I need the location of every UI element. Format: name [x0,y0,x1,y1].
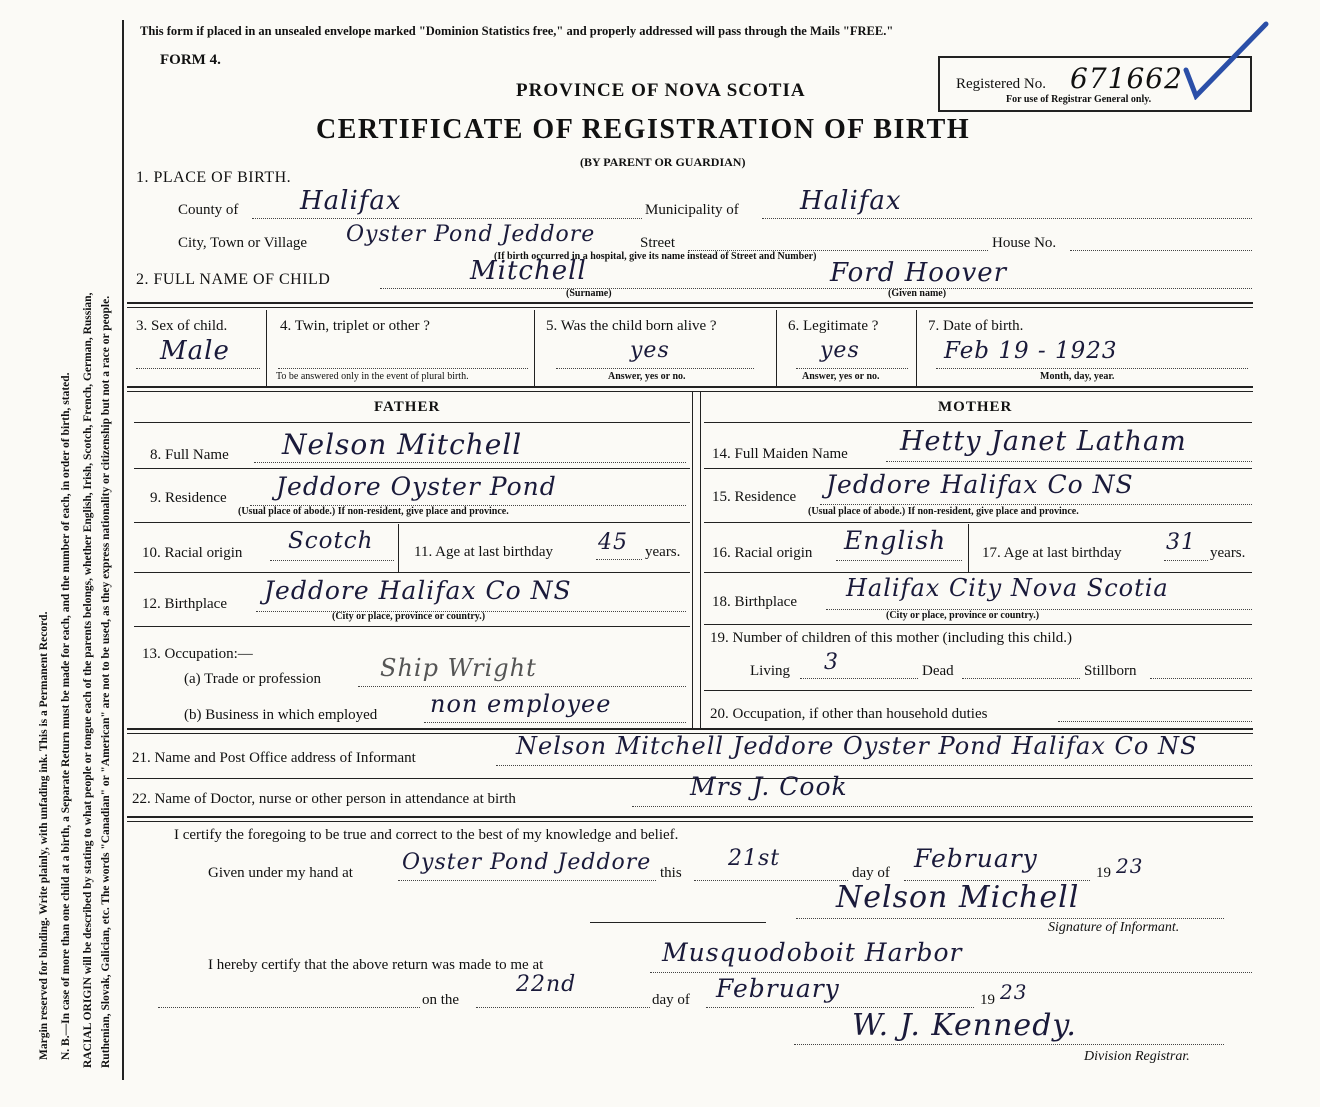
margin-note-4: Ruthenian, Slovak, Galician, etc. The words "Canadian" or "American" are not to be used, as they express nationality or citizenship but not a race or people. [100,295,112,1068]
stillborn-label: Stillborn [1084,663,1137,679]
mail-notice: This form if placed in an unsealed envelope marked "Dominion Statistics free," and properly addressed will pass through the Mails "FREE." [140,24,894,38]
mother-birthplace-note: (City or place, province or country.) [886,610,1040,621]
child-surname-value: Mitchell [470,256,587,286]
mother-residence-value: Jeddore Halifax Co NS [826,470,1134,499]
street-label: Street [640,235,675,251]
city-value: Oyster Pond Jeddore [346,222,596,247]
informant-label: 21. Name and Post Office address of Informant [132,750,416,766]
father-occupation-label: 13. Occupation:— [142,646,253,662]
cert-day-value: 21st [728,846,781,871]
mother-residence-label: 15. Residence [712,489,797,505]
cert-month-value: February [914,844,1038,873]
registrar-day-value: 22nd [516,972,577,997]
mother-name-value: Hetty Janet Latham [900,426,1187,457]
margin-note-1: Margin reserved for binding. Write plainly, with unfading ink. This is a Permanent Record. [38,611,50,1060]
registered-label: Registered No. [956,76,1046,92]
twin-note: To be answered only in the event of plural birth. [276,371,469,382]
doctor-value: Mrs J. Cook [690,772,848,801]
twin-label: 4. Twin, triplet or other ? [280,318,430,334]
child-name-label: 2. FULL NAME OF CHILD [136,271,331,288]
alive-caption: Answer, yes or no. [608,371,686,382]
mother-racial-value: English [844,526,947,555]
mother-birthplace-value: Halifax City Nova Scotia [846,574,1169,602]
father-age-value: 45 [598,530,628,555]
margin-border [122,20,124,1080]
father-name-value: Nelson Mitchell [282,428,523,461]
registrar-year-prefix: 19 [980,992,995,1008]
registrar-month-value: February [716,974,840,1003]
alive-value: yes [630,338,670,363]
margin-note-3: RACIAL ORIGIN will be described by stating to what people or tongue each of the parents belongs, whether English, Irish, Scotch, French, German, Russian, [82,292,94,1068]
father-birthplace-label: 12. Birthplace [142,596,227,612]
mother-name-label: 14. Full Maiden Name [712,446,848,462]
given-label: Given under my hand at [208,865,353,881]
mother-age-value: 31 [1166,530,1196,555]
registrar-day-label: day of [652,992,690,1008]
legit-label: 6. Legitimate ? [788,318,879,334]
county-label: County of [178,202,239,218]
father-birthplace-value: Jeddore Halifax Co NS [264,576,572,605]
registrar-place-value: Musquodoboit Harbor [662,938,963,967]
city-label: City, Town or Village [178,235,308,251]
registrar-on-label: on the [422,992,460,1008]
cert-year-value: 23 [1116,854,1144,878]
cert-year-prefix: 19 [1096,865,1111,881]
father-years-label: years. [645,544,681,560]
business-label: (b) Business in which employed [184,707,378,723]
dead-label: Dead [922,663,954,679]
trade-label: (a) Trade or profession [184,671,322,687]
registrar-statement: I hereby certify that the above return was made to me at [208,957,544,973]
doctor-label: 22. Name of Doctor, nurse or other person in attendance at birth [132,791,516,807]
house-label: House No. [992,235,1057,251]
father-age-label: 11. Age at last birthday [414,544,553,560]
alive-label: 5. Was the child born alive ? [546,318,717,334]
sex-label: 3. Sex of child. [136,318,228,334]
father-name-label: 8. Full Name [150,447,229,463]
mother-children-label: 19. Number of children of this mother (including this child.) [710,630,1073,646]
informant-value: Nelson Mitchell Jeddore Oyster Pond Halifax Co NS [516,732,1198,760]
father-residence-note: (Usual place of abode.) If non-resident, give place and province. [238,506,509,517]
form-number: FORM 4. [160,52,221,68]
living-value: 3 [824,650,839,675]
given-place-value: Oyster Pond Jeddore [402,850,652,875]
hospital-note: (If birth occurred in a hospital, give its name instead of Street and Number) [494,251,817,262]
father-racial-value: Scotch [288,528,374,554]
municipality-value: Halifax [800,186,902,216]
cert-day-label: day of [852,865,890,881]
business-value: non employee [430,690,612,718]
dob-value: Feb 19 - 1923 [944,338,1118,364]
mother-racial-label: 16. Racial origin [712,545,813,561]
certificate-subtitle: (BY PARENT OR GUARDIAN) [580,155,746,169]
check-mark-icon [1180,20,1270,100]
surname-caption: (Surname) [566,288,612,299]
living-label: Living [750,663,790,679]
this-label: this [660,865,682,881]
given-caption: (Given name) [888,288,947,299]
father-racial-label: 10. Racial origin [142,545,243,561]
legit-value: yes [820,338,860,363]
legit-caption: Answer, yes or no. [802,371,880,382]
informant-signature-caption: Signature of Informant. [1048,920,1180,935]
margin-note-2: N. B.—In case of more than one child at a birth, a Separate Return must be made for each, and the number of each, in order of birth, stated. [60,372,72,1060]
registered-number: 671662 [1070,62,1183,95]
father-residence-label: 9. Residence [150,490,227,506]
mother-residence-note: (Usual place of abode.) If non-resident, give place and province. [808,506,1079,517]
mother-birthplace-label: 18. Birthplace [712,594,797,610]
mother-occupation-label: 20. Occupation, if other than household duties [710,706,988,722]
trade-value: Ship Wright [380,654,537,682]
registrar-note: For use of Registrar General only. [1006,94,1152,105]
municipality-label: Municipality of [645,202,739,218]
child-given-value: Ford Hoover [830,258,1008,288]
mother-age-label: 17. Age at last birthday [982,545,1122,561]
county-value: Halifax [300,186,402,216]
dob-label: 7. Date of birth. [928,318,1024,334]
father-birthplace-note: (City or place, province or country.) [332,611,486,622]
certificate-title: CERTIFICATE OF REGISTRATION OF BIRTH [316,114,971,145]
registrar-signature-caption: Division Registrar. [1084,1049,1190,1064]
dob-caption: Month, day, year. [1040,371,1115,382]
registrar-signature: W. J. Kennedy. [852,1008,1077,1043]
mother-years-label: years. [1210,545,1246,561]
informant-signature: Nelson Michell [836,880,1080,915]
province-heading: PROVINCE OF NOVA SCOTIA [516,80,806,101]
mother-heading: MOTHER [938,399,1013,415]
place-of-birth-label: 1. PLACE OF BIRTH. [136,169,292,186]
registrar-year-value: 23 [1000,980,1028,1004]
certification-statement: I certify the foregoing to be true and correct to the best of my knowledge and belief. [174,827,679,843]
father-residence-value: Jeddore Oyster Pond [276,472,557,501]
father-heading: FATHER [374,399,441,415]
sex-value: Male [160,336,230,366]
